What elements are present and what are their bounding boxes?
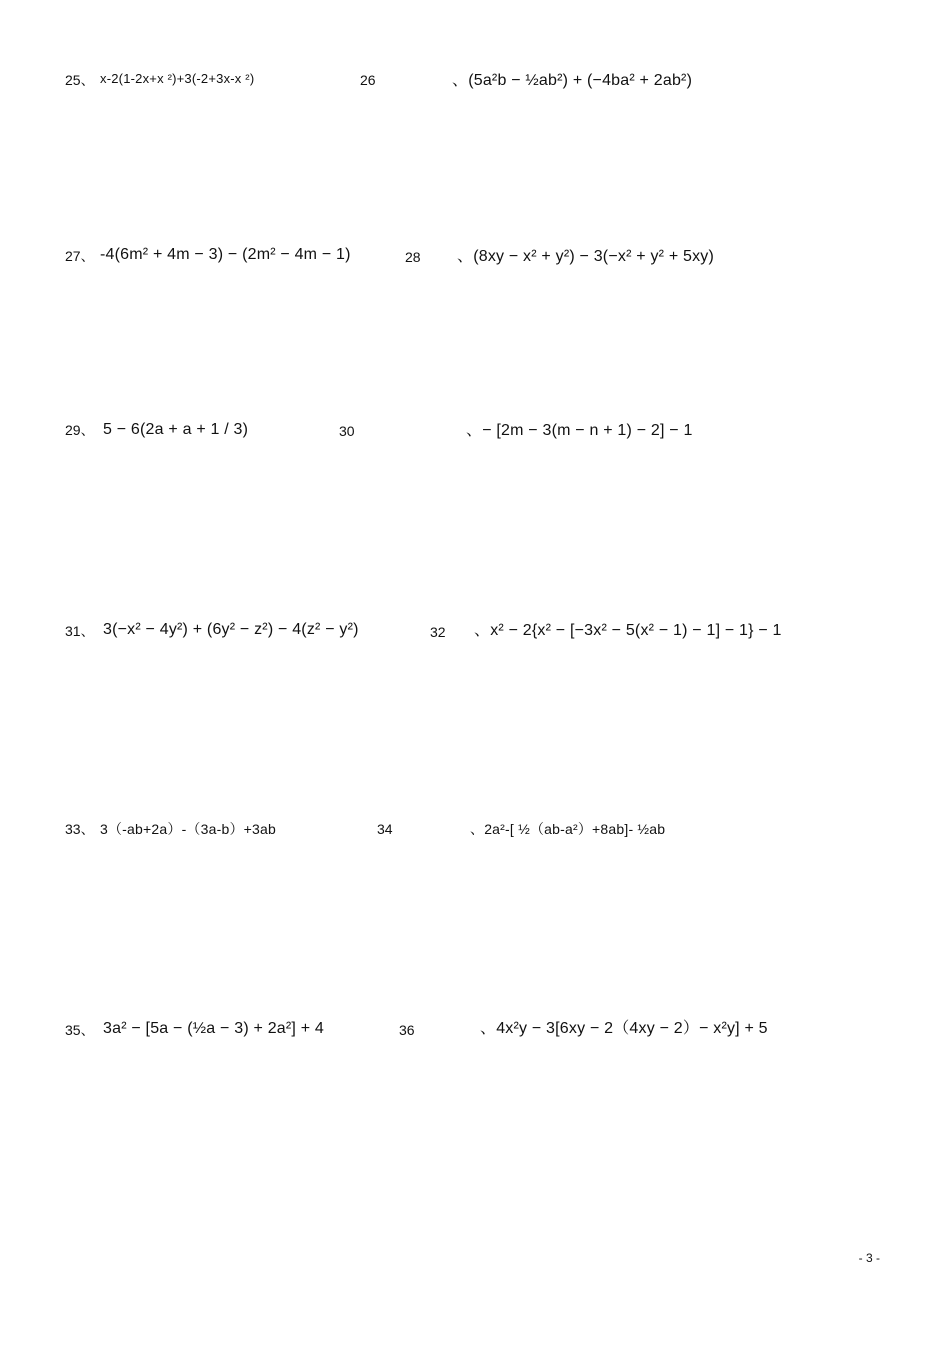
problem-31-expression: 3(−x² − 4y²) + (6y² − z²) − 4(z² − y²): [103, 621, 359, 638]
problem-27-expression: -4(6m² + 4m − 3) − (2m² − 4m − 1): [100, 246, 351, 263]
problem-26-expression: 、(5a²b − ½ab²) + (−4ba² + 2ab²): [452, 72, 693, 89]
problem-35-label: 35、: [65, 1022, 95, 1038]
problem-36-label: 36: [399, 1022, 415, 1038]
problem-30-expression: 、− [2m − 3(m − n + 1) − 2] − 1: [466, 422, 693, 439]
problem-28-expression: 、(8xy − x² + y²) − 3(−x² + y² + 5xy): [457, 248, 715, 265]
problem-32-label: 32: [430, 624, 446, 640]
problem-29-label: 29、: [65, 422, 95, 438]
problem-34-expression: 、2a²-[ ½（ab-a²）+8ab]- ½ab: [470, 821, 666, 837]
problem-25-expression: x-2(1-2x+x ²)+3(-2+3x-x ²): [100, 71, 255, 86]
problem-29-expression: 5 − 6(2a + a + 1 / 3): [103, 421, 249, 438]
problem-25-label: 25、: [65, 72, 95, 88]
problem-33-label: 33、: [65, 821, 95, 837]
problem-30-label: 30: [339, 423, 355, 439]
problem-34-label: 34: [377, 821, 393, 837]
problem-27-label: 27、: [65, 248, 95, 264]
problem-32-expression: 、x² − 2{x² − [−3x² − 5(x² − 1) − 1] − 1} − 1: [474, 622, 782, 639]
problem-33-expression: 3（-ab+2a）-（3a-b）+3ab: [100, 821, 276, 837]
problem-31-label: 31、: [65, 623, 95, 639]
problem-26-label: 26: [360, 72, 376, 88]
problem-28-label: 28: [405, 249, 421, 265]
page-number: - 3 -: [858, 1251, 880, 1265]
problem-35-expression: 3a² − [5a − (½a − 3) + 2a²] + 4: [103, 1020, 325, 1037]
problem-36-expression: 、4x²y − 3[6xy − 2（4xy − 2）− x²y] + 5: [480, 1020, 768, 1037]
